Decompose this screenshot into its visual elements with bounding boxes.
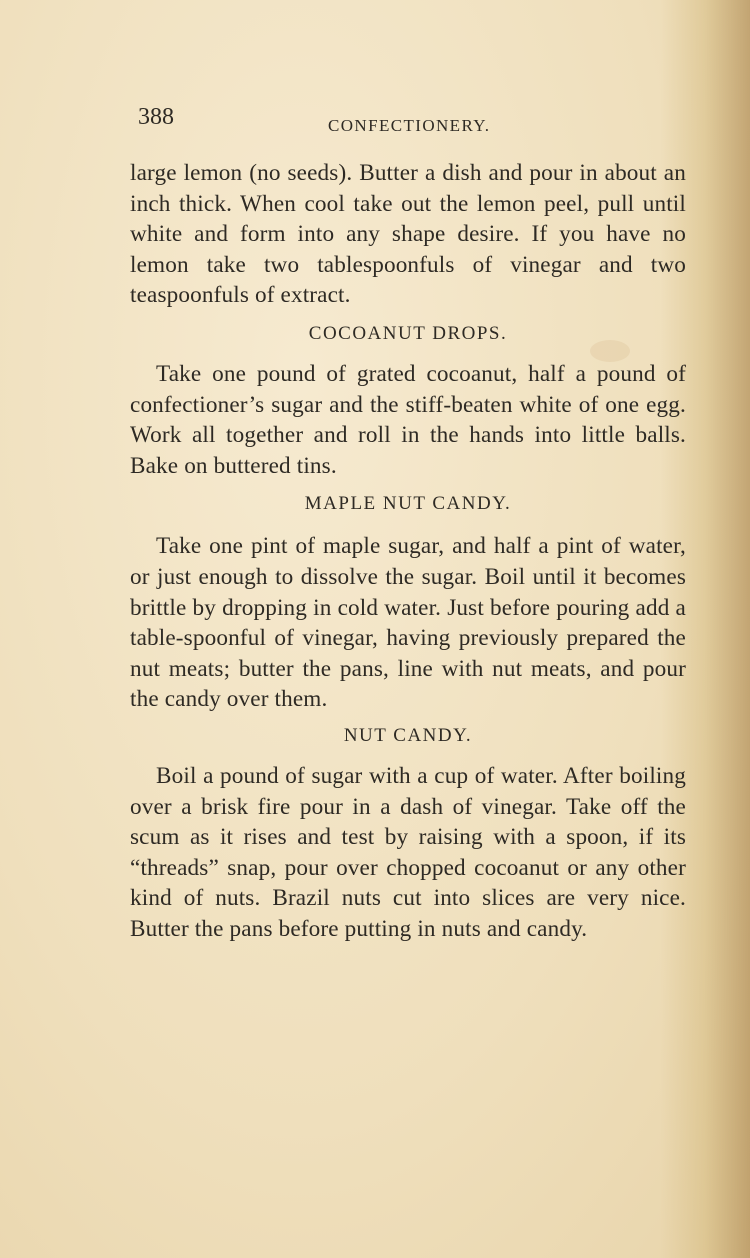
running-head: CONFECTIONERY.	[328, 116, 491, 135]
page-number: 388	[138, 104, 174, 130]
page-header	[138, 104, 698, 140]
intro-paragraph: large lemon (no seeds). Butter a dish and pour in about an inch thick. When cool take out the lemon peel, pull until white and form into any shape desire. If you have no lemon take two tablespoonfuls of vinegar and two teaspoonfuls of extract.	[130, 160, 686, 309]
cocoanut-drops-heading: COCOANUT DROPS.	[308, 322, 508, 344]
nut-candy-paragraph: Boil a pound of sugar with a cup of water. After boiling over a brisk fire pour in a dash of vinegar. Take off the scum as it rises and test by raising with a spoon, if its “threads” snap, pour over chopped cocoanut or any other kind of nuts. Brazil nuts cut into slices are very nice. Butter the pans before putting in nuts and candy.	[130, 762, 686, 942]
cocoanut-drops-paragraph: Take one pound of grated cocoanut, half a pound of confectioner’s sugar and the stiff-beaten white of one egg. Work all together and roll in the hands into little balls. Bake on buttered tins.	[130, 360, 686, 479]
maple-nut-candy-heading: MAPLE NUT CANDY.	[304, 493, 512, 515]
page-body	[130, 158, 686, 944]
maple-nut-candy-paragraph: Take one pint of maple sugar, and half a pint of water, or just enough to dissolve the sugar. Boil until it becomes brittle by dropping in cold water. Just before pouring add a table-spoonful of vinegar, having previously prepared the nut meats; butter the pans, line with nut meats, and pour the candy over them.	[130, 533, 686, 713]
nut-candy-heading: NUT CANDY.	[343, 724, 473, 746]
